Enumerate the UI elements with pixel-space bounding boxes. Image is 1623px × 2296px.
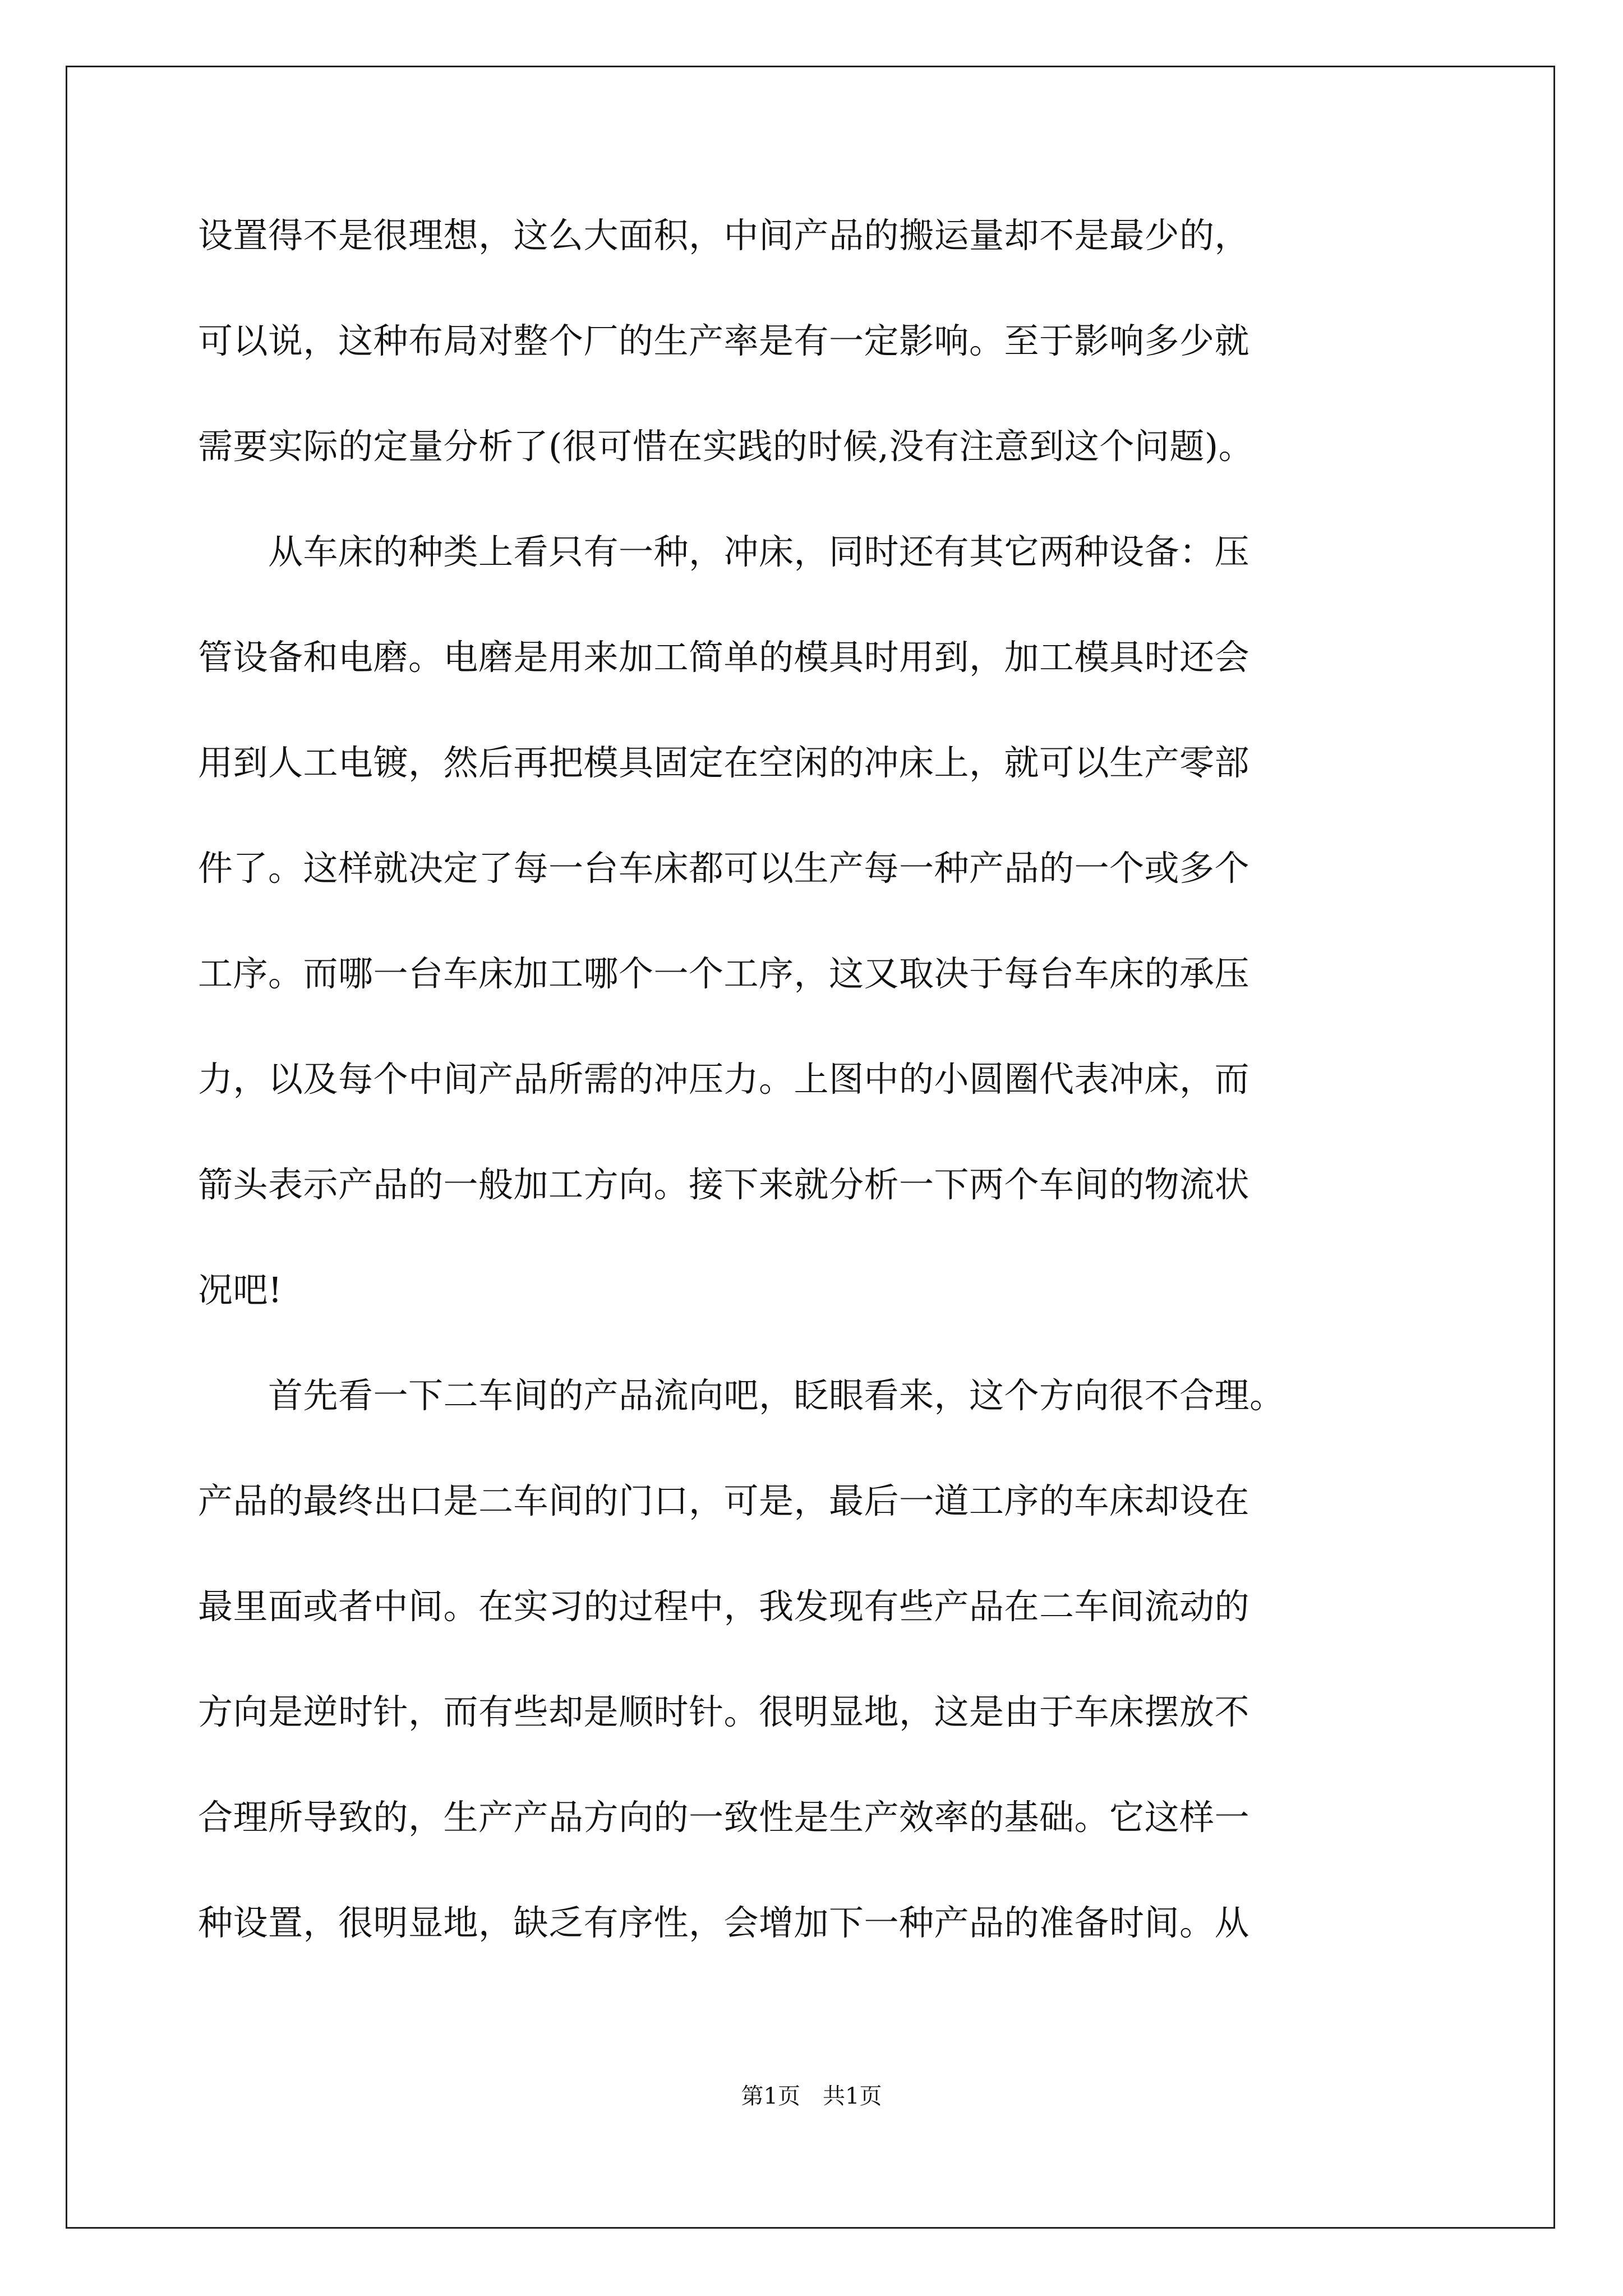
text-line: 设置得不是很理想，这么大面积，中间产品的搬运量却不是最少的， (198, 215, 1250, 256)
text-line: 力，以及每个中间产品所需的冲压力。上图中的小圆圈代表冲床，而 (198, 1059, 1250, 1099)
text-line: 首先看一下二车间的产品流向吧，眨眼看来，这个方向很不合理。 (198, 1375, 1285, 1416)
text-line: 件了。这样就决定了每一台车床都可以生产每一种产品的一个或多个 (198, 848, 1250, 889)
text-line: 可以说，这种布局对整个厂的生产率是有一定影响。至于影响多少就 (198, 320, 1250, 361)
text-line: 方向是逆时针，而有些却是顺时针。很明显地，这是由于车床摆放不 (198, 1691, 1250, 1732)
text-line: 合理所导致的，生产产品方向的一致性是生产效率的基础。它这样一 (198, 1797, 1250, 1838)
page-number: 第1页 共1页 (741, 2083, 882, 2109)
text-line: 管设备和电磨。电磨是用来加工简单的模具时用到，加工模具时还会 (198, 637, 1250, 678)
text-line: 最里面或者中间。在实习的过程中，我发现有些产品在二车间流动的 (198, 1586, 1250, 1627)
text-line: 产品的最终出口是二车间的门口，可是，最后一道工序的车床却设在 (198, 1480, 1250, 1521)
text-line: 用到人工电镀，然后再把模具固定在空闲的冲床上，就可以生产零部 (198, 742, 1250, 783)
text-line: 箭头表示产品的一般加工方向。接下来就分析一下两个车间的物流状 (198, 1164, 1250, 1205)
text-line: 况吧! (198, 1269, 283, 1310)
text-line: 从车床的种类上看只有一种，冲床，同时还有其它两种设备：压 (198, 531, 1250, 572)
text-line: 工序。而哪一台车床加工哪个一个工序，这又取决于每台车床的承压 (198, 953, 1250, 994)
text-line: 种设置，很明显地，缺乏有序性，会增加下一种产品的准备时间。从 (198, 1902, 1250, 1943)
text-line: 需要实际的定量分析了(很可惜在实践的时候,没有注意到这个问题)。 (198, 426, 1254, 467)
